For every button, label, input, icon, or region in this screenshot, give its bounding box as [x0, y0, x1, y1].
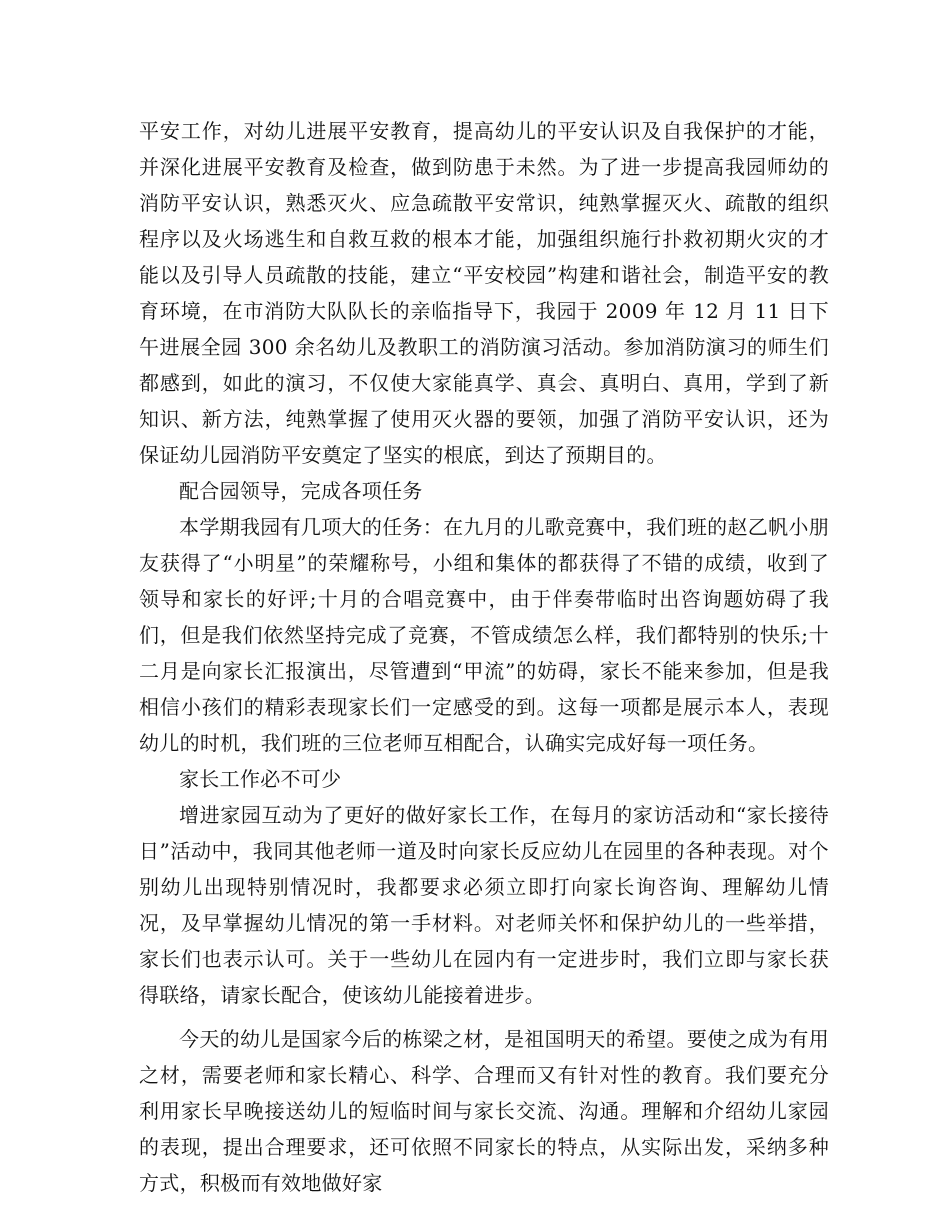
- paragraph-children-future: 今天的幼儿是国家今后的栋梁之材，是祖国明天的希望。要使之成为有用之材，需要老师和家长精心、科学、合理而又有针对性的教育。我们要充分利用家长早晚接送幼儿的短临时间与家长交流、沟通。理解和介绍幼儿家园的表现，提出合理要求，还可依照不同家长的特点，从实际出发，采纳多种方式，积极而有效地做好家: [139, 1027, 829, 1195]
- paragraph-safety-education: 平安工作，对幼儿进展平安教育，提高幼儿的平安认识及自我保护的才能，并深化进展平安教育及检查，做到防患于未然。为了进一步提高我园师幼的消防平安认识，熟悉灭火、应急疏散平安常识，纯熟掌握灭火、疏散的组织程序以及火场逃生和自救互救的根本才能，加强组织施行扑救初期火灾的才能以及引导人员疏散的技能，建立“平安校园”构建和谐社会，制造平安的教育环境，在市消防大队队长的亲临指导下，我园于 2009 年 12 月 11 日下午进展全园 300 余名幼儿及教职工的消防演习活动。参加消防演习的师生们都感到，如此的演习，不仅使大家能真学、真会、真明白、真用，学到了新知识、新方法，纯熟掌握了使用灭火器的要领，加强了消防平安认识，还为保证幼儿园消防平安奠定了坚实的根底，到达了预期目的。: [139, 119, 829, 467]
- paragraph-semester-tasks: 本学期我园有几项大的任务：在九月的儿歌竞赛中，我们班的赵乙帆小朋友获得了“小明星”的荣耀称号，小组和集体的都获得了不错的成绩，收到了领导和家长的好评;十月的合唱竞赛中，由于伴奏带临时出咨询题妨碍了我们，但是我们依然坚持完成了竞赛，不管成绩怎么样，我们都特别的快乐;十二月是向家长汇报演出，尽管遭到“甲流”的妨碍，家长不能来参加，但是我相信小孩们的精彩表现家长们一定感受的到。这每一项都是展示本人，表现幼儿的时机，我们班的三位老师互相配合，认确实完成好每一项任务。: [139, 515, 829, 755]
- document-body: [139, 113, 829, 1201]
- section-heading-parent-work: 家长工作必不可少: [179, 767, 342, 791]
- section-heading-cooperate-leadership: 配合园领导，完成各项任务: [179, 479, 423, 503]
- paragraph-home-school-interaction: 增进家园互动为了更好的做好家长工作，在每月的家访活动和“家长接待日”活动中，我同其他老师一道及时向家长反应幼儿在园里的各种表现。对个别幼儿出现特别情况时，我都要求必须立即打向家长询咨询、理解幼儿情况，及早掌握幼儿情况的第一手材料。对老师关怀和保护幼儿的一些举措，家长们也表示认可。关于一些幼儿在园内有一定进步时，我们立即与家长获得联络，请家长配合，使该幼儿能接着进步。: [139, 803, 829, 1007]
